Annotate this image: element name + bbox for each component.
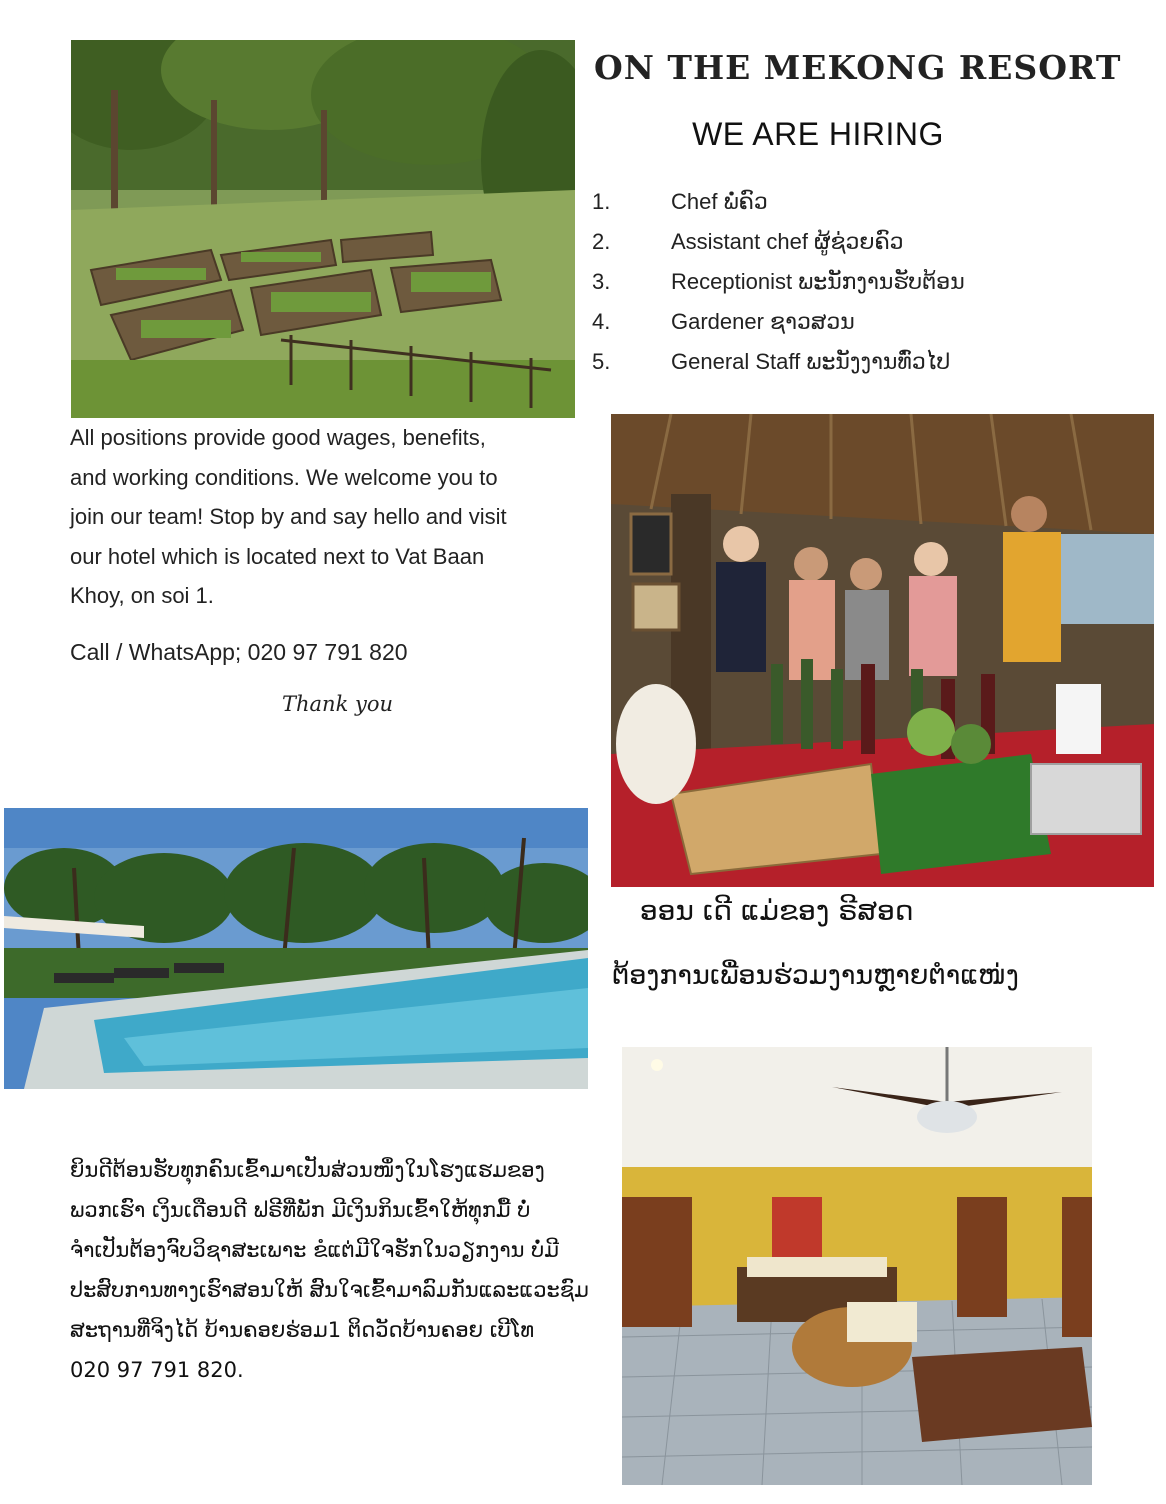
description-line: and working conditions. We welcome you to: [70, 464, 498, 490]
lao-line: ຍິນດີຕ້ອນຮັບທຸກຄົນເຂົ້າມາເປັນສ່ວນໜຶ່ງໃນໂຮງແຮມຂອງ: [70, 1158, 545, 1182]
position-label: Chef ພໍ່ຄົວ: [671, 189, 768, 214]
position-item: [592, 182, 1072, 222]
description-line: Khoy, on soi 1.: [70, 583, 214, 609]
hiring-heading: WE ARE HIRING: [692, 116, 944, 152]
position-item: [592, 222, 1072, 262]
lao-hiring-line: ຕ້ອງການເພື່ອນຮ່ວມງານຫຼາຍຕຳແໜ່ງ: [612, 960, 1019, 991]
pool-photo: [4, 808, 588, 1089]
position-label: Receptionist ພະນັກງານຮັບຕ້ອນ: [671, 269, 965, 294]
position-number: 4.: [592, 309, 611, 334]
position-number: 3.: [592, 269, 611, 294]
position-number: 5.: [592, 349, 611, 374]
english-description: [70, 418, 590, 616]
garden-photo: [71, 40, 575, 418]
staff-photo: [611, 414, 1154, 887]
position-number: 2.: [592, 229, 611, 254]
position-label: Assistant chef ຜູ້ຊ່ວຍຄົວ: [671, 229, 904, 254]
positions-list: [592, 182, 1072, 382]
lao-resort-name: ອອນ ເດີ ແມ່ຂອງ ຣີສອດ: [640, 894, 914, 927]
position-number: 1.: [592, 189, 611, 214]
position-item: [592, 262, 1072, 302]
lao-line: ພວກເຮົາ ເງິນເດືອນດີ ຟຣີທີ່ພັກ ມີເງິນກິນເຂົ້າໃຫ້ທຸກມື້ ບໍ່: [70, 1198, 531, 1222]
lao-line: 020 97 791 820.: [70, 1358, 244, 1382]
lao-line: ຈຳເປັນຕ້ອງຈົບວິຊາສະເພາະ ຂໍແຕ່ມີໃຈຮັກໃນວຽກງານ ບໍ່ມີ: [70, 1238, 560, 1262]
resort-title: ON THE MEKONG RESORT: [594, 48, 1122, 87]
room-photo: [622, 1047, 1092, 1485]
description-line: our hotel which is located next to Vat Baan: [70, 543, 485, 569]
position-item: [592, 342, 1072, 382]
description-line: All positions provide good wages, benefits,: [70, 425, 486, 450]
contact-phone: Call / WhatsApp; 020 97 791 820: [70, 639, 408, 665]
lao-description: [70, 1150, 630, 1390]
description-line: join our team! Stop by and say hello and visit: [70, 504, 507, 530]
position-label: General Staff ພະນັງງານທົ່ວໄປ: [671, 349, 951, 374]
position-label: Gardener ຊາວສວນ: [671, 309, 855, 334]
lao-line: ສະຖານທີ່ຈິງໄດ້ ບ້ານຄອຍຮ່ອມ1 ຕິດວັດບ້ານຄອຍ ເບີໂທ: [70, 1318, 535, 1342]
thank-you-signature: Thank you: [282, 692, 394, 716]
position-item: [592, 302, 1072, 342]
lao-line: ປະສົບການທາງເຮົາສອນໃຫ້ ສົນໃຈເຂົ້າມາລົມກັນແລະແວະຊົມ: [70, 1278, 589, 1302]
